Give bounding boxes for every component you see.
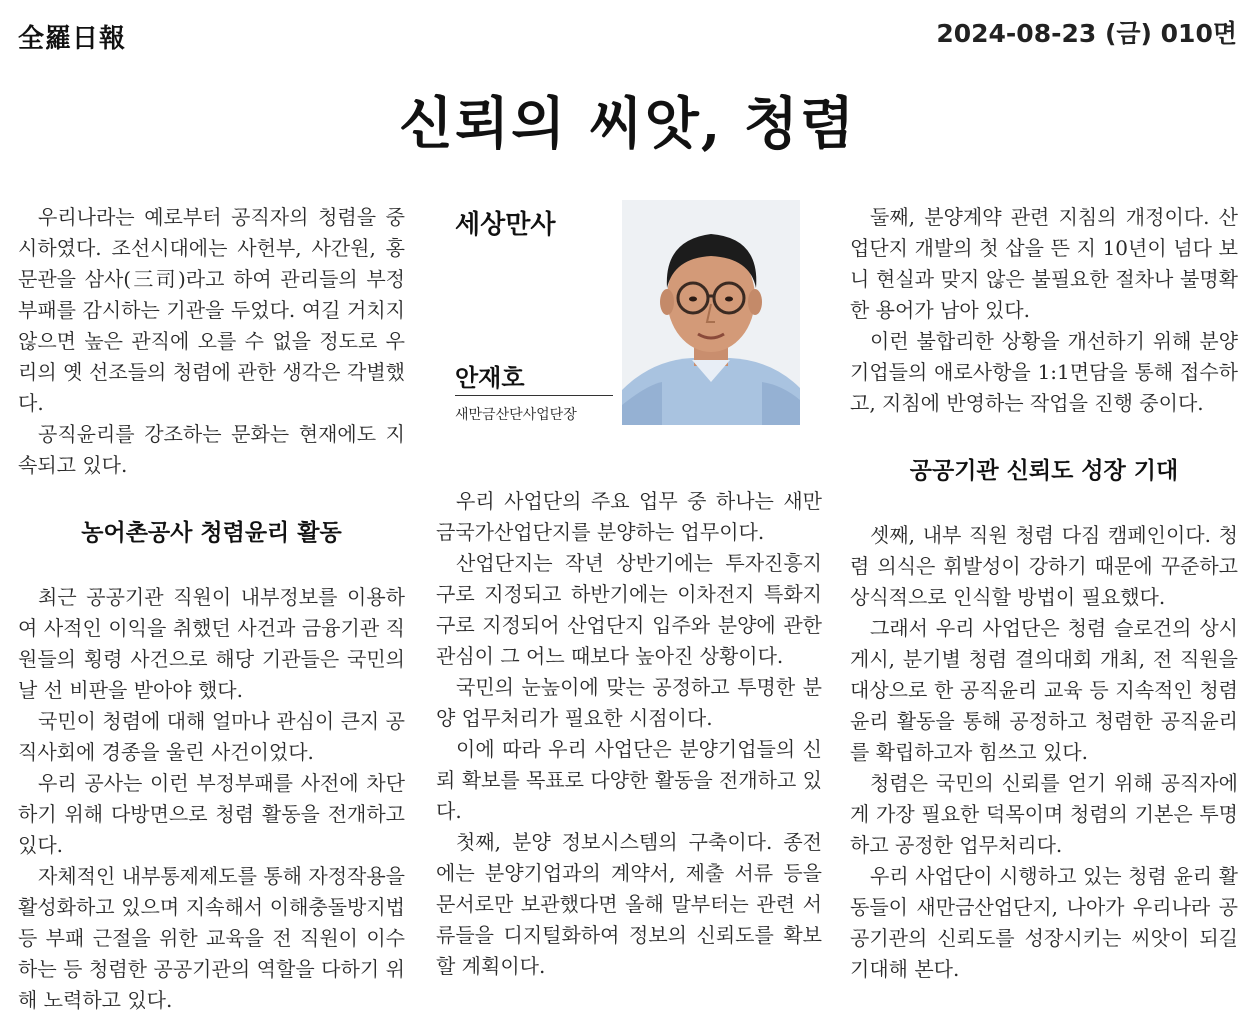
paragraph: 이에 따라 우리 사업단은 분양기업들의 신뢰 확보를 목표로 다양한 활동을 전개하고 있다. — [436, 737, 822, 823]
paragraph: 국민이 청렴에 대해 얼마나 관심이 큰지 공직사회에 경종을 울린 사건이었다. — [18, 709, 405, 764]
paragraph: 셋째, 내부 직원 청렴 다짐 캠페인이다. 청렴 의식은 휘발성이 강하기 때문에 꾸준하고 상식적으로 인식할 방법이 필요했다. — [850, 523, 1238, 609]
article-column-3 — [850, 202, 1238, 985]
paragraph: 이런 불합리한 상황을 개선하기 위해 분양기업들의 애로사항을 1:1면담을 통해 접수하고, 지침에 반영하는 작업을 진행 중이다. — [850, 329, 1238, 415]
issue-dateline: 2024-08-23 (금) 010면 — [936, 19, 1237, 48]
paragraph: 최근 공공기관 직원이 내부정보를 이용하여 사적인 이익을 취했던 사건과 금융기관 직원들의 횡령 사건으로 해당 기관들은 국민의 날 선 비판을 받아야 했다. — [18, 585, 405, 702]
section-subhead: 공공기관 신뢰도 성장 기대 — [909, 458, 1179, 484]
paragraph: 우리 사업단의 주요 업무 중 하나는 새만금국가산업단지를 분양하는 업무이다. — [436, 489, 822, 544]
article-column-2 — [436, 486, 822, 982]
column-series-label: 세상만사 — [455, 210, 556, 240]
paragraph: 산업단지는 작년 상반기에는 투자진흥지구로 지정되고 하반기에는 이차전지 특화지구로 지정되어 산업단지 입주와 분양에 관한 관심이 그 어느 때보다 높아진 상황이다. — [436, 551, 822, 668]
article-headline: 신뢰의 씨앗, 청렴 — [398, 91, 857, 157]
paragraph: 우리나라는 예로부터 공직자의 청렴을 중시하였다. 조선시대에는 사헌부, 사간원, 홍문관을 삼사(三司)라고 하여 관리들의 부정부패를 감시하는 기관을 두었다. 여길 거치지 않으면 높은 관직에 오를 수 없을 정도로 우리의 옛 선조들의 청렴에 관한 생각은 각별했다. — [18, 205, 405, 415]
author-name: 안재호 — [455, 358, 613, 396]
paragraph: 첫째, 분양 정보시스템의 구축이다. 종전에는 분양기업과의 계약서, 제출 서류 등을 문서로만 보관했다면 올해 말부터는 관련 서류들을 디지털화하여 정보의 신뢰도를 확보할 계획이다. — [436, 830, 822, 978]
paragraph: 공직윤리를 강조하는 문화는 현재에도 지속되고 있다. — [18, 422, 405, 477]
author-title: 새만금산단사업단장 — [455, 407, 577, 423]
article-column-1 — [18, 202, 405, 1016]
portrait-illustration — [622, 200, 800, 425]
paragraph: 자체적인 내부통제제도를 통해 자정작용을 활성화하고 있으며 지속해서 이해충돌방지법 등 부패 근절을 위한 교육을 전 직원이 이수하는 등 청렴한 공공기관의 역할을 다하기 위해 노력하고 있다. — [18, 864, 405, 1012]
paragraph: 우리 사업단이 시행하고 있는 청렴 윤리 활동들이 새만금산업단지, 나아가 우리나라 공공기관의 신뢰도를 성장시키는 씨앗이 되길 기대해 본다. — [850, 864, 1238, 981]
paragraph: 국민의 눈높이에 맞는 공정하고 투명한 분양 업무처리가 필요한 시점이다. — [436, 675, 822, 730]
newspaper-masthead: 全羅日報 — [18, 24, 127, 54]
paragraph: 우리 공사는 이런 부정부패를 사전에 차단하기 위해 다방면으로 청렴 활동을 전개하고 있다. — [18, 771, 405, 857]
section-subhead: 농어촌공사 청렴윤리 활동 — [81, 520, 342, 546]
paragraph: 그래서 우리 사업단은 청렴 슬로건의 상시 게시, 분기별 청렴 결의대회 개최, 전 직원을 대상으로 한 공직윤리 교육 등 지속적인 청렴 윤리 활동을 통해 공정하고 청렴한 공직윤리를 확립하고자 힘쓰고 있다. — [850, 616, 1238, 764]
paragraph: 둘째, 분양계약 관련 지침의 개정이다. 산업단지 개발의 첫 삽을 뜬 지 10년이 넘다 보니 현실과 맞지 않은 불필요한 절차나 불명확한 용어가 남아 있다. — [850, 205, 1238, 322]
paragraph: 청렴은 국민의 신뢰를 얻기 위해 공직자에게 가장 필요한 덕목이며 청렴의 기본은 투명하고 공정한 업무처리다. — [850, 771, 1238, 857]
author-portrait-photo — [622, 200, 800, 425]
